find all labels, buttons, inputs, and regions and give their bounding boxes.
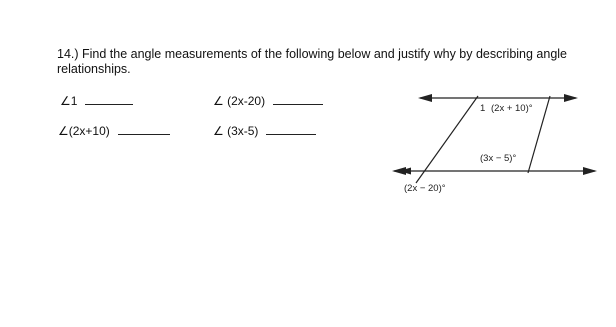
angle-top-label: (2x + 10)° <box>491 103 533 114</box>
angle-2x-plus-10-label: ∠(2x+10) <box>58 124 110 138</box>
left-transversal <box>416 96 478 183</box>
angle-1-label: ∠1 <box>60 94 78 108</box>
angle-bottom-label: (2x − 20)° <box>404 183 446 194</box>
angle-mid-label: (3x − 5)° <box>480 153 517 164</box>
arrow-left-icon <box>418 94 432 102</box>
arrow-right-icon <box>583 167 597 175</box>
question-text: 14.) Find the angle measurements of the following below and justify why by describing angle relationships. <box>57 47 568 76</box>
arrow-right-icon <box>564 94 578 102</box>
angle-1-marker: 1 <box>480 103 486 114</box>
angle-3x-minus-5-label: ∠ (3x-5) <box>213 124 259 138</box>
angle-2x-minus-20-label: ∠ (2x-20) <box>213 94 266 108</box>
